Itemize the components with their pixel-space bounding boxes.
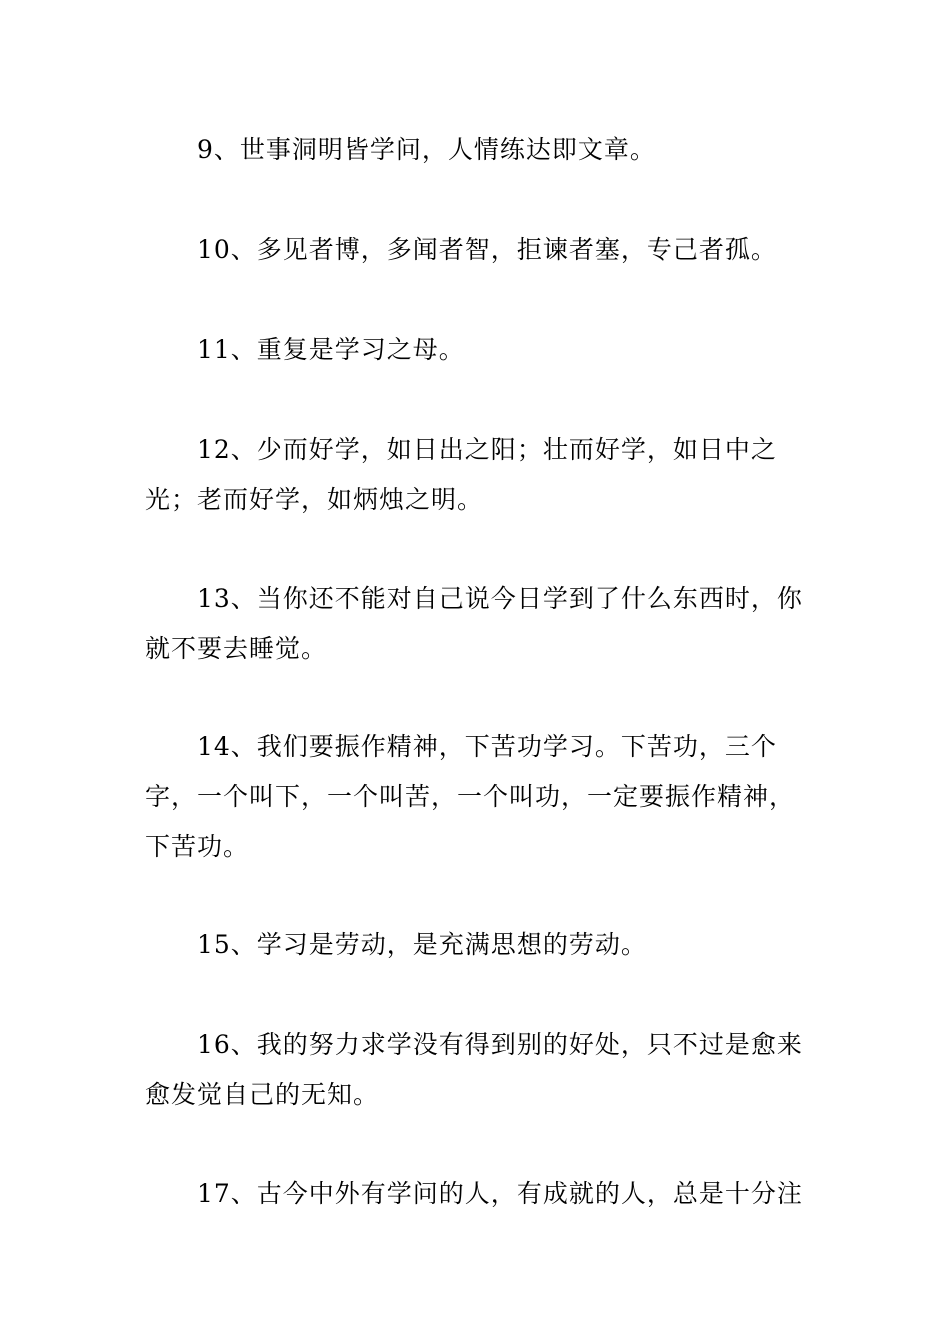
paragraph-15: 15、学习是劳动，是充满思想的劳动。 [197,930,647,959]
paragraph-17: 17、古今中外有学问的人，有成就的人，总是十分注 [197,1179,803,1208]
paragraph-12: 12、少而好学，如日出之阳；壮而好学，如日中之光；老而好学，如炳烛之明。 [145,435,777,514]
paragraph-9: 9、世事洞明皆学问，人情练达即文章。 [197,135,656,164]
paragraph-13: 13、当你还不能对自己说今日学到了什么东西时，你就不要去睡觉。 [145,584,803,663]
paragraph-11: 11、重复是学习之母。 [197,335,465,364]
paragraph-10: 10、多见者博，多闻者智，拒谏者塞，专己者孤。 [197,235,777,264]
paragraph-14: 14、我们要振作精神，下苦功学习。下苦功，三个字，一个叫下，一个叫苦，一个叫功，一定要振作精神，下苦功。 [145,732,796,861]
paragraph-16: 16、我的努力求学没有得到别的好处，只不过是愈来愈发觉自己的无知。 [145,1030,803,1109]
